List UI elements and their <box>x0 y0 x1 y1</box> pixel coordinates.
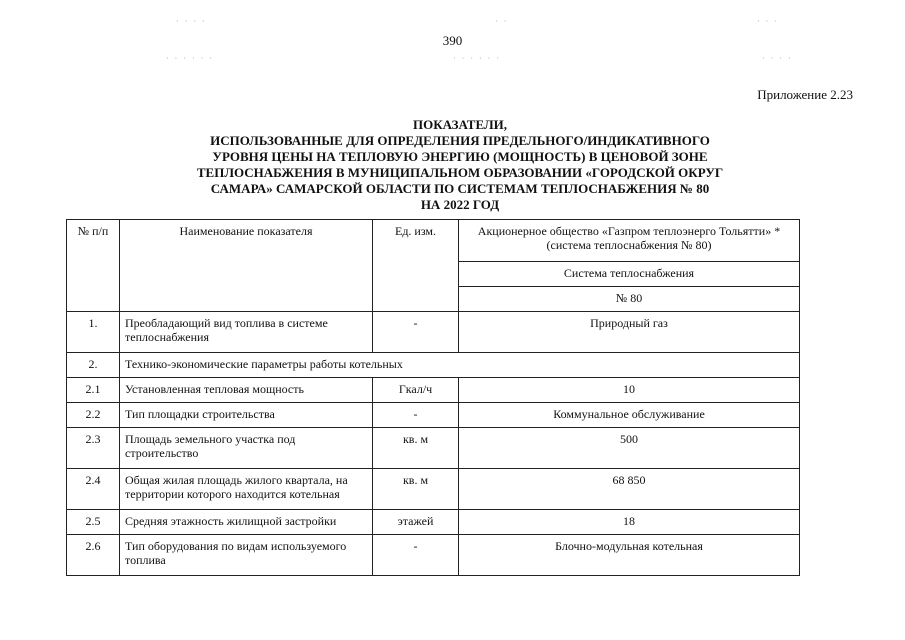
row-num: 2.1 <box>67 378 120 403</box>
section-name: Технико-экономические параметры работы котельных <box>120 353 800 378</box>
scan-speck: · · · <box>757 17 779 26</box>
row-num: 2.3 <box>67 428 120 469</box>
page-number: 390 <box>442 33 463 48</box>
row-unit: кв. м <box>373 428 459 469</box>
row-value: 18 <box>459 510 800 535</box>
table-row <box>67 312 800 353</box>
title-line: ТЕПЛОСНАБЖЕНИЯ В МУНИЦИПАЛЬНОМ ОБРАЗОВАНИИ «ГОРОДСКОЙ ОКРУГ <box>196 165 724 180</box>
header-unit: Ед. изм. <box>373 220 459 312</box>
row-value: Коммунальное обслуживание <box>459 403 800 428</box>
row-name: Тип площадки строительства <box>120 403 373 428</box>
row-unit: кв. м <box>373 469 459 510</box>
title-line: ПОКАЗАТЕЛИ, <box>412 117 508 132</box>
row-num: 2.5 <box>67 510 120 535</box>
header-system-number: № 80 <box>459 287 800 312</box>
title-line: ИСПОЛЬЗОВАННЫЕ ДЛЯ ОПРЕДЕЛЕНИЯ ПРЕДЕЛЬНОГО/ИНДИКАТИВНОГО <box>210 133 710 148</box>
scan-speck: · · · · · · <box>453 54 501 63</box>
row-unit: этажей <box>373 510 459 535</box>
table-row <box>67 510 800 535</box>
title-line: УРОВНЯ ЦЕНЫ НА ТЕПЛОВУЮ ЭНЕРГИЮ (МОЩНОСТЬ) В ЦЕНОВОЙ ЗОНЕ <box>212 149 708 164</box>
row-num: 2.6 <box>67 535 120 576</box>
row-value: 10 <box>459 378 800 403</box>
table-row <box>67 428 800 469</box>
header-num: № п/п <box>67 220 120 312</box>
table-row <box>67 535 800 576</box>
row-unit: Гкал/ч <box>373 378 459 403</box>
row-value: Природный газ <box>459 312 800 353</box>
row-num: 2.4 <box>67 469 120 510</box>
header-organization: Акционерное общество «Газпром теплоэнерго Тольятти» * (система теплоснабжения № 80) <box>459 220 800 262</box>
header-system-label: Система теплоснабжения <box>459 262 800 287</box>
row-value: 68 850 <box>459 469 800 510</box>
table-row <box>67 378 800 403</box>
section-row <box>67 353 800 378</box>
row-name: Общая жилая площадь жилого квартала, на территории которого находится котельная <box>120 469 373 510</box>
row-name: Установленная тепловая мощность <box>120 378 373 403</box>
section-num: 2. <box>67 353 120 378</box>
document-title <box>60 117 860 213</box>
row-value: 500 <box>459 428 800 469</box>
scan-speck: · · · · <box>762 54 793 63</box>
row-name: Площадь земельного участка под строительство <box>120 428 373 469</box>
row-unit: - <box>373 312 459 353</box>
indicators-table <box>66 219 800 576</box>
row-name: Тип оборудования по видам используемого топлива <box>120 535 373 576</box>
row-value: Блочно-модульная котельная <box>459 535 800 576</box>
scan-speck: · · · · <box>176 17 207 26</box>
row-num: 1. <box>67 312 120 353</box>
title-line: НА 2022 ГОД <box>420 197 500 212</box>
row-unit: - <box>373 535 459 576</box>
annex-label: Приложение 2.23 <box>757 87 853 102</box>
header-name: Наименование показателя <box>120 220 373 312</box>
row-name: Средняя этажность жилищной застройки <box>120 510 373 535</box>
table-row <box>67 403 800 428</box>
table-row <box>67 469 800 510</box>
row-name: Преобладающий вид топлива в системе теплоснабжения <box>120 312 373 353</box>
scan-speck: · · <box>495 17 509 26</box>
row-num: 2.2 <box>67 403 120 428</box>
title-line: САМАРА» САМАРСКОЙ ОБЛАСТИ ПО СИСТЕМАМ ТЕПЛОСНАБЖЕНИЯ № 80 <box>210 181 710 196</box>
row-unit: - <box>373 403 459 428</box>
scan-speck: · · · · · · <box>166 54 214 63</box>
